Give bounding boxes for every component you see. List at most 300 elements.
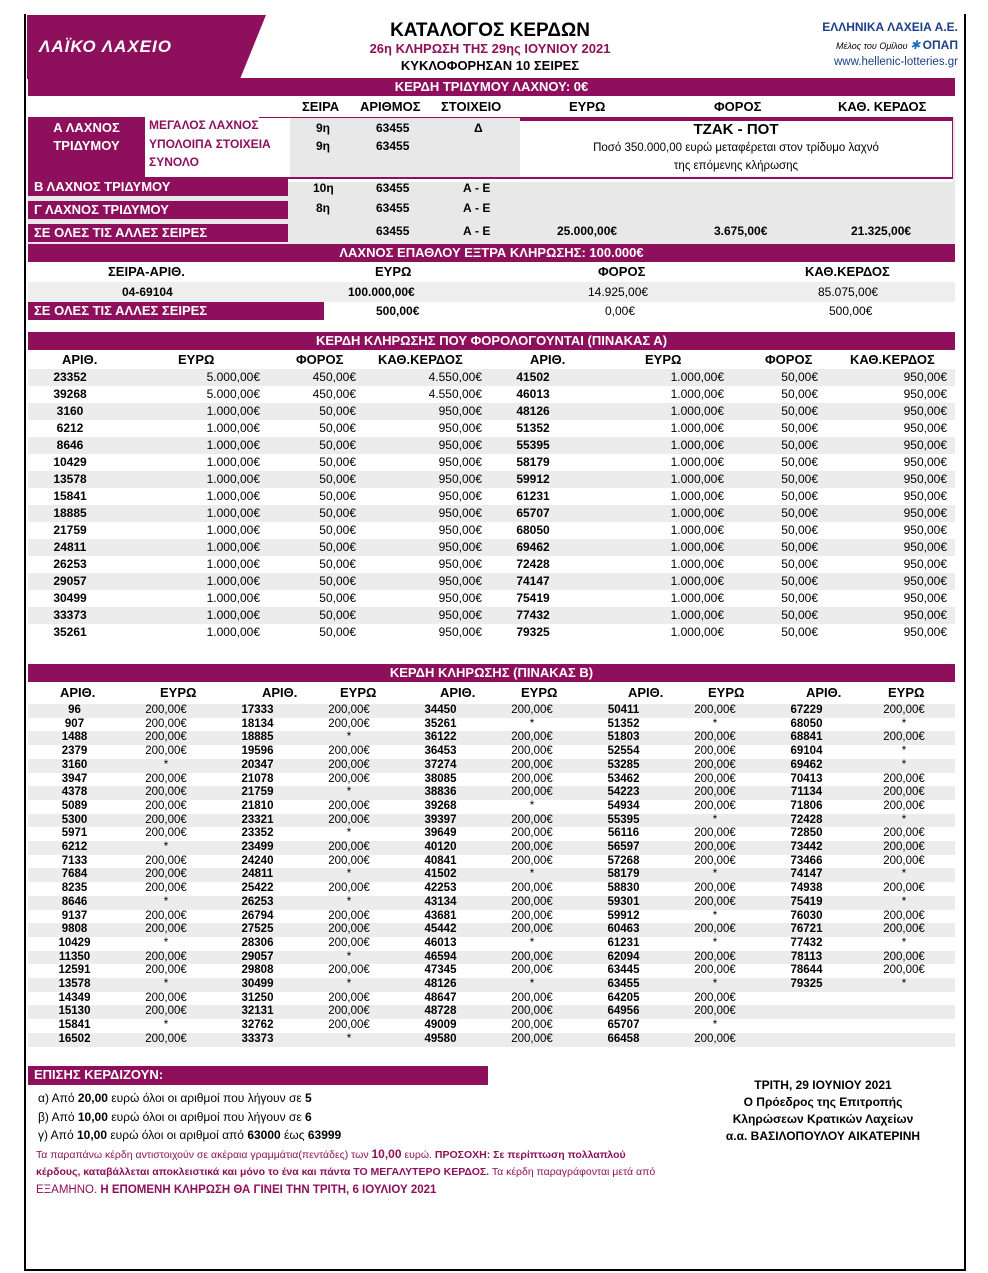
table-b-euro: 200,00€ [853, 923, 955, 937]
table-a-tax: 50,00€ [319, 591, 356, 605]
table-b-number: 17333 [211, 704, 304, 718]
table-b-number [760, 1019, 853, 1033]
table-row [28, 882, 955, 896]
table-row [28, 1005, 955, 1019]
table-row [28, 786, 955, 800]
table-a-net: 950,00€ [826, 539, 955, 556]
table-b-euro: 200,00€ [304, 841, 394, 855]
col-element: ΣΤΟΙΧΕΙΟ [441, 99, 502, 114]
table-a-euro: 1.000,00€ [112, 539, 268, 556]
table-a-tax: 50,00€ [268, 471, 364, 488]
table-b-number: 52554 [607, 745, 640, 758]
table-a-tax: 50,00€ [268, 573, 364, 590]
table-b-euro: 200,00€ [670, 1033, 760, 1047]
table-b-number: 56597 [577, 841, 670, 855]
table-a-tax: 50,00€ [319, 489, 356, 503]
table-b-euro: 200,00€ [328, 854, 370, 867]
table-b-number: 72428 [760, 814, 853, 828]
table-row [28, 800, 955, 814]
table-b-euro: 200,00€ [487, 841, 577, 855]
table-a-number: 29057 [28, 573, 112, 590]
opap-star-icon: ✱ [910, 38, 921, 52]
tb-h3: ΕΥΡΩ [340, 685, 377, 700]
table-b-number: 63455 [577, 978, 670, 992]
table-b-euro: * [853, 814, 955, 828]
table-row [28, 731, 955, 745]
table-a-number: 15841 [53, 489, 87, 503]
table-row [28, 773, 955, 787]
note-line-3 [36, 1181, 756, 1199]
b-number: 63455 [376, 181, 410, 195]
table-b-number: 39397 [394, 814, 487, 828]
table-a-net: 950,00€ [903, 523, 947, 537]
table-row [28, 718, 955, 732]
table-b-number: 59912 [607, 909, 640, 922]
ta-h7: ΚΑΘ.ΚΕΡΔΟΣ [850, 352, 935, 367]
table-b [28, 704, 955, 1047]
page-title: ΚΑΤΑΛΟΓΟΣ ΚΕΡΔΩΝ [390, 20, 590, 41]
table-row [28, 992, 955, 1006]
laiko-laxeio-logo: ΛΑΪΚΟ ΛΑΧΕΙΟ [27, 15, 240, 79]
table-b-number: 58830 [607, 882, 640, 895]
table-a-net: 950,00€ [903, 625, 947, 639]
table-b-euro: 200,00€ [670, 896, 760, 910]
line-b-amt: 10,00 [77, 1110, 108, 1124]
table-b-euro: * [712, 909, 718, 922]
table-b-number: 74147 [760, 868, 853, 882]
table-b-number: 73442 [760, 841, 853, 855]
table-b-euro: * [529, 799, 535, 812]
table-a-euro: 1.000,00€ [206, 489, 260, 503]
table-b-number: 48647 [424, 991, 457, 1004]
a-r2-series: 9η [316, 139, 331, 153]
table-a-euro: 1.000,00€ [670, 625, 724, 639]
table-a-number: 68050 [516, 523, 550, 537]
table-b-euro: 200,00€ [304, 923, 394, 937]
table-a-tax: 50,00€ [732, 573, 826, 590]
table-b-number: 32131 [211, 1005, 304, 1019]
table-a-number: 59912 [490, 471, 576, 488]
table-b-number: 31250 [241, 991, 274, 1004]
table-row [28, 964, 955, 978]
table-a-tax: 50,00€ [268, 607, 364, 624]
table-row [28, 1033, 955, 1047]
table-a-number: 46013 [516, 387, 550, 401]
table-a-number: 24811 [28, 539, 112, 556]
a-r2-number: 63455 [376, 139, 410, 153]
sub-other-elements: ΥΠΟΛΟΙΠΑ ΣΤΟΙΧΕΙΑ [145, 136, 271, 153]
c-lachnos-label: Γ ΛΑΧΝΟΣ ΤΡΙΔΥΜΟΥ [28, 201, 288, 219]
table-a-net: 950,00€ [364, 607, 490, 624]
table-a-number: 18885 [28, 505, 112, 522]
table-b-number: 11350 [28, 951, 121, 965]
table-row [28, 420, 955, 437]
table-b-euro: 200,00€ [487, 1005, 577, 1019]
table-b-number: 30499 [211, 978, 304, 992]
table-b-number: 34450 [394, 704, 487, 718]
table-b-euro: 200,00€ [853, 731, 955, 745]
sign-chair: Ο Πρόεδρος της Επιτροπής [743, 1095, 903, 1109]
all-tax: 3.675,00€ [714, 224, 768, 238]
table-a-number: 58179 [516, 455, 550, 469]
table-a-euro: 1.000,00€ [576, 573, 732, 590]
table-b-number: 69462 [760, 759, 853, 773]
sub-total: ΣΥΝΟΛΟ [145, 154, 199, 171]
jackpot-text-1: Ποσό 350.000,00 ευρώ μεταφέρεται στον τρίδυμο λαχνό [593, 142, 879, 154]
table-b-euro: * [304, 978, 394, 992]
table-b-euro: 200,00€ [487, 1033, 577, 1047]
table-b-euro: 200,00€ [511, 909, 553, 922]
table-row [28, 624, 955, 641]
table-row [28, 573, 955, 590]
table-b-number: 28306 [241, 936, 274, 949]
table-b-euro: * [670, 814, 760, 828]
table-b-number: 53462 [607, 772, 640, 785]
table-b-euro: 200,00€ [487, 896, 577, 910]
tb-h8: ΑΡΙΘ. [806, 685, 842, 700]
table-b-euro: 200,00€ [853, 704, 955, 718]
table-b-number: 19596 [241, 745, 274, 758]
table-a-net: 950,00€ [903, 421, 947, 435]
table-b-number: 23321 [211, 814, 304, 828]
table-b-number: 49009 [424, 1019, 457, 1032]
also-win-b [38, 1110, 312, 1124]
table-a-tax: 50,00€ [732, 403, 826, 420]
table-b-number: 3947 [61, 772, 88, 785]
table-b-euro: 200,00€ [328, 717, 370, 730]
table-b-euro: * [121, 759, 211, 773]
table-a-tax: 50,00€ [268, 403, 364, 420]
tb-h1: ΕΥΡΩ [160, 685, 197, 700]
table-a-euro: 1.000,00€ [206, 625, 260, 639]
table-b-euro: 200,00€ [511, 745, 553, 758]
table-b-euro: 200,00€ [670, 951, 760, 965]
table-b-euro: * [304, 896, 394, 910]
tb-h2: ΑΡΙΘ. [262, 685, 298, 700]
table-a-tax: 50,00€ [781, 455, 818, 469]
table-b-euro: 200,00€ [511, 991, 553, 1004]
table-b-number: 5300 [28, 814, 121, 828]
series-count: ΚΥΚΛΟΦΟΡΗΣΑΝ 10 ΣΕΙΡΕΣ [400, 58, 580, 73]
table-a-net: 950,00€ [903, 489, 947, 503]
table-a-number: 69462 [490, 539, 576, 556]
table-b-number: 26794 [241, 909, 274, 922]
tb-h7: ΕΥΡΩ [708, 685, 745, 700]
note-1b: 10,00 [371, 1147, 402, 1161]
a-label-line2: ΤΡΙΔΥΜΟΥ [53, 138, 120, 153]
table-b-number: 27525 [211, 923, 304, 937]
table-b-euro: 200,00€ [694, 964, 736, 977]
table-b-number [760, 1033, 853, 1047]
table-b-euro: 200,00€ [328, 882, 370, 895]
table-a-net: 950,00€ [438, 591, 482, 605]
table-b-number: 72850 [790, 827, 823, 840]
table-b-number: 71806 [790, 799, 823, 812]
c-number: 63455 [376, 201, 410, 215]
table-b-euro: 200,00€ [670, 786, 760, 800]
table-row [28, 590, 955, 607]
opap-logo: ΟΠΑΠ [922, 38, 958, 52]
table-row [28, 522, 955, 539]
table-b-number: 76721 [760, 923, 853, 937]
table-b-number: 12591 [58, 964, 91, 977]
table-b-euro: 200,00€ [694, 882, 736, 895]
table-b-number: 69104 [790, 745, 823, 758]
table-row [28, 896, 955, 910]
table-a-number: 26253 [53, 557, 87, 571]
table-b-euro: * [304, 868, 394, 882]
extra-net: 85.075,00€ [818, 285, 879, 299]
table-a-tax: 50,00€ [781, 557, 818, 571]
table-b-number: 57268 [607, 854, 640, 867]
table-b-euro: 200,00€ [883, 799, 925, 812]
table-a-number: 61231 [516, 489, 550, 503]
table-row [28, 759, 955, 773]
ta-h0: ΑΡΙΘ. [62, 352, 98, 367]
table-b-euro [853, 992, 955, 1006]
table-a-net: 950,00€ [826, 471, 955, 488]
table-a-tax: 50,00€ [732, 539, 826, 556]
table-b-number: 18885 [211, 731, 304, 745]
table-a-net: 950,00€ [364, 573, 490, 590]
table-b-bar: ΚΕΡΔΗ ΚΛΗΡΩΣΗΣ (ΠΙΝΑΚΑΣ Β) [28, 664, 955, 682]
table-a-euro: 1.000,00€ [112, 403, 268, 420]
company-name: ΕΛΛΗΝΙΚΑ ΛΑΧΕΙΑ Α.Ε. [822, 20, 958, 34]
table-row [28, 978, 955, 992]
table-b-euro: * [529, 936, 535, 949]
table-b-number: 24240 [241, 854, 274, 867]
table-b-euro: * [853, 978, 955, 992]
table-a-tax: 50,00€ [319, 455, 356, 469]
website-link[interactable]: www.hellenic-lotteries.gr [834, 56, 958, 68]
table-b-number: 1488 [28, 731, 121, 745]
table-b-euro: 200,00€ [304, 759, 394, 773]
jackpot-text-2: της επόμενης κλήρωσης [673, 160, 799, 172]
line-b-end: 6 [305, 1110, 312, 1124]
tb-h5: ΕΥΡΩ [521, 685, 558, 700]
table-a-tax: 50,00€ [781, 421, 818, 435]
c-series: 8η [316, 201, 331, 215]
table-a-tax: 50,00€ [319, 557, 356, 571]
line-b-pre: β) Από [38, 1110, 78, 1124]
note-line-2 [36, 1163, 756, 1181]
table-b-euro: 200,00€ [304, 704, 394, 718]
sign-name: α.α. ΒΑΣΙΛΟΠΟΥΛΟΥ ΑΙΚΑΤΕΡΙΝΗ [725, 1129, 921, 1143]
table-b-number: 4378 [28, 786, 121, 800]
note-2a: κέρδους, καταβάλλεται αποκλειστικά και μόνο το ένα και πάντα ΤΟ ΜΕΓΑΛΥΤΕΡΟ ΚΕΡΔΟΣ. [36, 1166, 490, 1178]
table-a-number: 35261 [53, 625, 87, 639]
table-b-euro: 200,00€ [121, 814, 211, 828]
b-series: 10η [313, 181, 334, 195]
table-b-euro: * [304, 951, 394, 965]
table-b-number: 7133 [61, 854, 88, 867]
table-b-euro: 200,00€ [121, 923, 211, 937]
tb-h0: ΑΡΙΘ. [60, 685, 96, 700]
table-a-tax: 50,00€ [781, 591, 818, 605]
table-a-tax: 50,00€ [268, 505, 364, 522]
table-b-euro: * [853, 759, 955, 773]
table-b-euro: * [121, 841, 211, 855]
table-b-number: 43681 [424, 909, 457, 922]
table-b-number: 63445 [607, 964, 640, 977]
table-b-number: 39649 [424, 827, 457, 840]
table-a-euro: 1.000,00€ [576, 607, 732, 624]
table-b-euro: * [853, 896, 955, 910]
table-b-euro: 200,00€ [145, 909, 187, 922]
table-a-euro: 1.000,00€ [206, 421, 260, 435]
table-a-euro: 1.000,00€ [670, 387, 724, 401]
table-b-euro: * [712, 717, 718, 730]
ta-h1: ΕΥΡΩ [178, 352, 215, 367]
table-b-euro: 200,00€ [304, 814, 394, 828]
all-series-label: ΣΕ ΟΛΕΣ ΤΙΣ ΑΛΛΕΣ ΣΕΙΡΕΣ [28, 224, 288, 242]
table-b-number: 68841 [760, 731, 853, 745]
table-b-euro: 200,00€ [853, 951, 955, 965]
table-a-net: 950,00€ [903, 455, 947, 469]
table-a-euro: 1.000,00€ [112, 607, 268, 624]
table-a-net: 950,00€ [826, 607, 955, 624]
table-b-number: 41502 [394, 868, 487, 882]
table-a-euro: 1.000,00€ [576, 505, 732, 522]
table-b-number: 54223 [577, 786, 670, 800]
table-a-number: 75419 [516, 591, 550, 605]
table-row [28, 951, 955, 965]
table-row [28, 937, 955, 951]
extra-col-series: ΣΕΙΡΑ-ΑΡΙΘ. [108, 264, 185, 279]
table-a-tax: 50,00€ [781, 489, 818, 503]
extra-all-euro: 500,00€ [376, 304, 420, 318]
extra-col-net: ΚΑΘ.ΚΕΡΔΟΣ [805, 264, 890, 279]
ta-h5: ΕΥΡΩ [645, 352, 682, 367]
table-a-number: 13578 [28, 471, 112, 488]
table-a-number: 30499 [53, 591, 87, 605]
table-b-euro: 200,00€ [670, 1005, 760, 1019]
note-1d: ΠΡΟΣΟΧΗ: Σε περίπτωση πολλαπλού [434, 1149, 626, 1161]
note-3a: ΕΞΑΜΗΝΟ. [36, 1184, 101, 1196]
table-b-number: 20347 [211, 759, 304, 773]
table-b-number: 36453 [424, 745, 457, 758]
sign-date: ΤΡΙΤΗ, 29 ΙΟΥΝΙΟΥ 2021 [754, 1078, 892, 1092]
table-a-number: 33373 [28, 607, 112, 624]
table-b-euro: * [346, 827, 352, 840]
table-b-number: 38085 [424, 772, 457, 785]
opap-member [836, 38, 958, 52]
sub-big-lachnos: ΜΕΓΑΛΟΣ ΛΑΧΝΟΣ [145, 117, 259, 134]
table-row [28, 369, 955, 386]
table-b-number: 78644 [790, 964, 823, 977]
table-b-number: 16502 [28, 1033, 121, 1047]
table-a-net: 4.550,00€ [364, 369, 490, 386]
table-a-tax: 50,00€ [732, 437, 826, 454]
table-a-number: 72428 [516, 557, 550, 571]
table-b-euro: * [304, 731, 394, 745]
table-b-number: 2379 [61, 745, 88, 758]
all-euro: 25.000,00€ [557, 224, 618, 238]
table-b-euro [853, 1005, 955, 1019]
table-b-number: 21078 [241, 772, 274, 785]
extra-all-label: ΣΕ ΟΛΕΣ ΤΙΣ ΑΛΛΕΣ ΣΕΙΡΕΣ [28, 302, 324, 320]
table-b-euro: 200,00€ [511, 1019, 553, 1032]
table-b-number: 61231 [607, 936, 640, 949]
table-b-number: 3160 [28, 759, 121, 773]
table-a-tax: 50,00€ [732, 471, 826, 488]
table-b-euro: * [121, 978, 211, 992]
line-c-to: 63999 [307, 1128, 342, 1142]
table-b-euro: * [853, 868, 955, 882]
table-b-number: 42253 [424, 882, 457, 895]
line-c-and: έως [280, 1128, 308, 1142]
ta-h4: ΑΡΙΘ. [530, 352, 566, 367]
col-number: ΑΡΙΘΜΟΣ [360, 99, 421, 114]
note-1c: ευρώ. [401, 1149, 435, 1161]
table-a-number: 77432 [490, 607, 576, 624]
table-b-number: 51803 [577, 731, 670, 745]
table-b-number: 73466 [790, 854, 823, 867]
table-b-euro: 200,00€ [694, 991, 736, 1004]
table-a-tax: 50,00€ [319, 523, 356, 537]
b-lachnos-label: Β ΛΑΧΝΟΣ ΤΡΙΔΥΜΟΥ [28, 178, 288, 196]
table-a-euro: 1.000,00€ [670, 523, 724, 537]
line-c-mid: ευρώ όλοι οι αριθμοί από [107, 1128, 248, 1142]
table-a-net: 950,00€ [438, 455, 482, 469]
table-a-euro: 1.000,00€ [112, 505, 268, 522]
table-b-number: 48126 [394, 978, 487, 992]
table-b-euro: 200,00€ [121, 868, 211, 882]
table-a-net: 950,00€ [438, 625, 482, 639]
table-a-euro: 1.000,00€ [670, 489, 724, 503]
line-a-end: 5 [305, 1091, 312, 1105]
table-a-net: 950,00€ [364, 539, 490, 556]
line-a-amt: 20,00 [77, 1091, 108, 1105]
table-b-number: 43134 [394, 896, 487, 910]
table-a-net: 950,00€ [903, 387, 947, 401]
table-b-euro: 200,00€ [694, 745, 736, 758]
table-b-number: 40841 [424, 854, 457, 867]
table-b-number: 68050 [790, 717, 823, 730]
table-b-number: 29808 [241, 964, 274, 977]
line-c-from: 63000 [247, 1128, 281, 1142]
table-b-number: 45442 [394, 923, 487, 937]
table-a-euro: 1.000,00€ [670, 557, 724, 571]
line-c-amt: 10,00 [76, 1128, 107, 1142]
table-row [28, 403, 955, 420]
table-b-euro: 200,00€ [883, 964, 925, 977]
table-b-number: 15130 [28, 1005, 121, 1019]
table-b-euro: 200,00€ [883, 909, 925, 922]
col-euro: ΕΥΡΩ [569, 99, 606, 114]
table-b-number: 75419 [760, 896, 853, 910]
table-b-euro: * [304, 1033, 394, 1047]
note-3b: Η ΕΠΟΜΕΝΗ ΚΛΗΡΩΣΗ ΘΑ ΓΙΝΕΙ ΤΗΝ ΤΡΙΤΗ, 6 ΙΟΥΛΙΟΥ 2021 [100, 1184, 437, 1196]
table-b-number: 78113 [760, 951, 853, 965]
note-2b: Τα κέρδη παραγράφονται μετά από [489, 1166, 656, 1178]
table-b-euro: 200,00€ [145, 772, 187, 785]
table-b-number: 77432 [790, 936, 823, 949]
tb-h9: ΕΥΡΩ [888, 685, 925, 700]
line-c-pre: γ) Από [38, 1128, 77, 1142]
table-b-euro: 200,00€ [511, 882, 553, 895]
table-b-euro: 200,00€ [145, 991, 187, 1004]
table-b-number: 64205 [607, 991, 640, 1004]
table-b-number: 26253 [211, 896, 304, 910]
table-b-euro: 200,00€ [121, 1005, 211, 1019]
jackpot-title: ΤΖΑΚ - ΠΟΤ [693, 121, 779, 138]
table-b-euro: 200,00€ [670, 759, 760, 773]
table-b-number: 49580 [394, 1033, 487, 1047]
table-b-number: 48728 [394, 1005, 487, 1019]
table-b-number: 67229 [760, 704, 853, 718]
table-a-number: 21759 [53, 523, 87, 537]
